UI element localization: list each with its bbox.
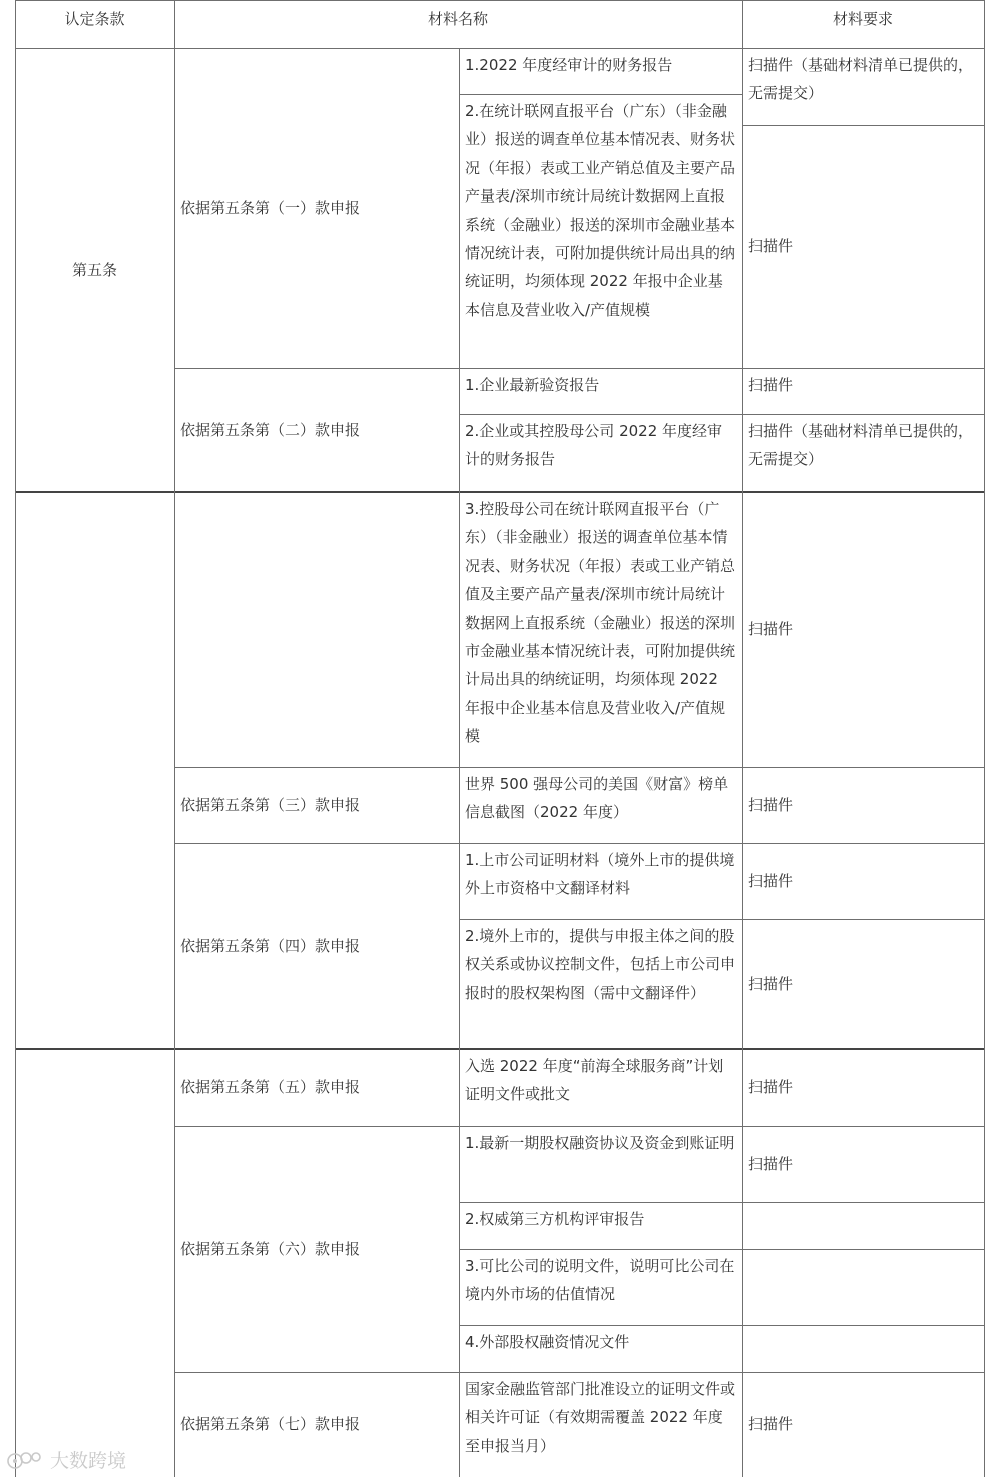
group-label-2: 依据第五条第（二）款申报 bbox=[180, 420, 361, 439]
material-name: 2.境外上市的，提供与申报主体之间的股权关系或协议控制文件，包括上市公司申报时的股权架构图（需中文翻译件） bbox=[465, 927, 736, 1002]
rule bbox=[459, 1325, 985, 1326]
rule bbox=[459, 48, 460, 1477]
rule bbox=[174, 1372, 985, 1373]
clause-label: 第五条 bbox=[71, 260, 117, 279]
material-name: 1.上市公司证明材料（境外上市的提供境外上市资格中文翻译材料 bbox=[465, 851, 735, 898]
group-label-6: 依据第五条第（六）款申报 bbox=[180, 1239, 361, 1258]
header-requirement: 材料要求 bbox=[832, 10, 893, 28]
rule bbox=[459, 1202, 985, 1203]
material-name: 入选 2022 年度“前海全球服务商”计划证明文件或批文 bbox=[465, 1057, 724, 1104]
watermark-text: 大数跨境 bbox=[50, 1450, 127, 1472]
rule bbox=[174, 767, 985, 768]
material-name: 2.权威第三方机构评审报告 bbox=[465, 1210, 645, 1228]
material-requirement bbox=[742, 1202, 984, 1249]
material-requirement bbox=[742, 1325, 984, 1372]
section-divider bbox=[15, 491, 985, 493]
material-requirement: 扫描件 bbox=[748, 620, 794, 639]
material-requirement: 扫描件 bbox=[748, 1415, 794, 1434]
material-requirement: 扫描件 bbox=[748, 1154, 794, 1173]
group-label-3: 依据第五条第（三）款申报 bbox=[180, 795, 361, 814]
rule bbox=[174, 1126, 985, 1127]
material-name: 国家金融监管部门批准设立的证明文件或相关许可证（有效期需覆盖 2022 年度至申报当月） bbox=[465, 1380, 736, 1455]
material-name: 1.企业最新验资报告 bbox=[465, 376, 600, 394]
rule bbox=[742, 125, 985, 126]
material-requirement: 扫描件 bbox=[748, 974, 794, 993]
rule bbox=[174, 0, 175, 1477]
material-requirement: 扫描件 bbox=[748, 871, 794, 890]
rule bbox=[174, 843, 985, 844]
material-requirement: 扫描件（基础材料清单已提供的，无需提交） bbox=[748, 56, 974, 103]
rule bbox=[459, 1249, 985, 1250]
group-label-7: 依据第五条第（七）款申报 bbox=[180, 1415, 361, 1434]
rule bbox=[742, 0, 743, 1477]
group-label-4: 依据第五条第（四）款申报 bbox=[180, 936, 361, 955]
rule bbox=[15, 0, 16, 1477]
group-label-5: 依据第五条第（五）款申报 bbox=[180, 1078, 361, 1097]
rule bbox=[15, 0, 985, 1]
rule bbox=[174, 368, 985, 369]
material-name: 2.在统计联网直报平台（广东）（非金融业）报送的调查单位基本情况表、财务状况（年报）表或工业产销总值及主要产品产量表/深圳市统计局统计数据网上直报系统（金融业）报送的深圳市金融业基本情况统计表，可附加提供统计局出具的纳统证明，均须体现 2022 年报中企业基本信息及营业收入/产值规模 bbox=[465, 102, 736, 319]
material-requirement bbox=[742, 1249, 984, 1325]
material-name: 3.可比公司的说明文件，说明可比公司在境内外市场的估值情况 bbox=[465, 1257, 735, 1304]
material-requirement: 扫描件（基础材料清单已提供的，无需提交） bbox=[748, 422, 974, 469]
logo-bubbles-icon bbox=[6, 1449, 46, 1471]
material-requirement: 扫描件 bbox=[748, 376, 794, 394]
rule bbox=[984, 0, 985, 1477]
watermark bbox=[6, 1446, 126, 1473]
rule bbox=[459, 94, 742, 95]
material-requirement: 扫描件 bbox=[748, 237, 794, 256]
material-name: 2.企业或其控股母公司 2022 年度经审计的财务报告 bbox=[465, 422, 723, 469]
material-requirement: 扫描件 bbox=[748, 795, 794, 814]
material-requirement: 扫描件 bbox=[748, 1078, 794, 1097]
rule bbox=[459, 414, 985, 415]
material-name: 3.控股母公司在统计联网直报平台（广东）（非金融业）报送的调查单位基本情况表、财务状况（年报）表或工业产销总值及主要产品产量表/深圳市统计局统计数据网上直报系统（金融业）报送的深圳市金融业基本情况统计表，可附加提供统计局出具的纳统证明，均须体现 2022 年报中企业基本信息及营业收入/产值规模 bbox=[465, 500, 736, 746]
section-divider bbox=[15, 1048, 985, 1050]
material-name: 4.外部股权融资情况文件 bbox=[465, 1333, 630, 1351]
header-clause: 认定条款 bbox=[64, 10, 125, 28]
material-name: 1.2022 年度经审计的财务报告 bbox=[465, 56, 673, 74]
rule bbox=[15, 48, 985, 49]
material-name: 1.最新一期股权融资协议及资金到账证明 bbox=[465, 1134, 735, 1152]
header-material: 材料名称 bbox=[427, 10, 488, 28]
group-label-1: 依据第五条第（一）款申报 bbox=[180, 198, 361, 217]
rule bbox=[459, 919, 985, 920]
material-name: 世界 500 强母公司的美国《财富》榜单信息截图（2022 年度） bbox=[465, 775, 729, 822]
